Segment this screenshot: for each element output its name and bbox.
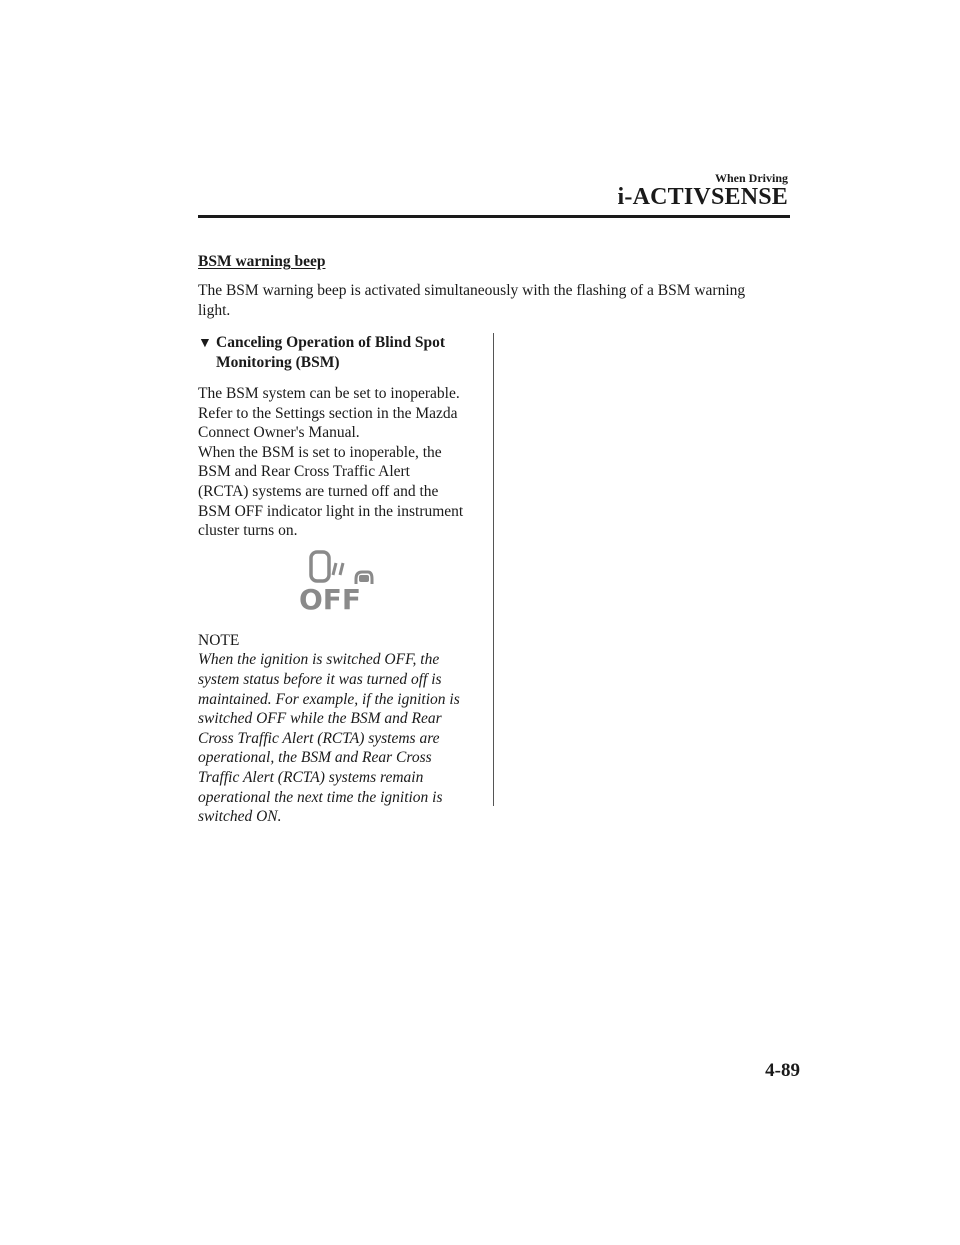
- body-line: When the BSM is set to inoperable, the: [198, 443, 442, 461]
- left-column: [198, 333, 481, 827]
- body-line: cluster turns on.: [198, 522, 298, 540]
- note-line: When the ignition is switched OFF, the: [198, 651, 440, 669]
- body-line: BSM and Rear Cross Traffic Alert: [198, 463, 410, 481]
- note-line: system status before it was turned off is: [198, 670, 442, 688]
- note-line: Traffic Alert (RCTA) systems remain: [198, 768, 424, 786]
- chapter-title: i-ACTIVSENSE: [617, 184, 788, 210]
- page-number: 4-89: [765, 1060, 800, 1081]
- canceling-body: [198, 384, 481, 541]
- note-line: operational, the BSM and Rear Cross: [198, 749, 432, 767]
- bsm-off-indicator-icon: [296, 549, 374, 611]
- bsm-warning-text: [198, 281, 778, 320]
- section-title: When Driving: [714, 171, 788, 185]
- column-divider: [493, 333, 494, 806]
- text-line: The BSM warning beep is activated simultaneously with the flashing of a BSM warning: [198, 282, 746, 299]
- canceling-heading: [198, 333, 481, 373]
- indicator-off-label: OFF: [299, 582, 362, 611]
- note-line: Cross Traffic Alert (RCTA) systems are: [198, 729, 440, 747]
- note-line: operational the next time the ignition is: [198, 788, 443, 806]
- body-line: BSM OFF indicator light in the instrument: [198, 502, 464, 520]
- section-marker-icon: ▼: [198, 336, 212, 351]
- bsm-warning-heading: BSM warning beep: [198, 253, 326, 270]
- heading-line: Monitoring (BSM): [216, 354, 340, 371]
- note-line: switched ON.: [198, 808, 282, 826]
- note-line: maintained. For example, if the ignition is: [198, 690, 460, 708]
- text-line: light.: [198, 301, 231, 319]
- body-line: The BSM system can be set to inoperable.: [198, 385, 460, 402]
- note-line: switched OFF while the BSM and Rear: [198, 710, 442, 728]
- note-text: [198, 650, 481, 826]
- note-label: NOTE: [198, 631, 240, 649]
- body-line: Connect Owner's Manual.: [198, 424, 360, 442]
- body-line: (RCTA) systems are turned off and the: [198, 482, 439, 500]
- heading-line: Canceling Operation of Blind Spot: [216, 334, 446, 351]
- body-line: Refer to the Settings section in the Mazda: [198, 404, 458, 422]
- header-rule: [198, 215, 790, 218]
